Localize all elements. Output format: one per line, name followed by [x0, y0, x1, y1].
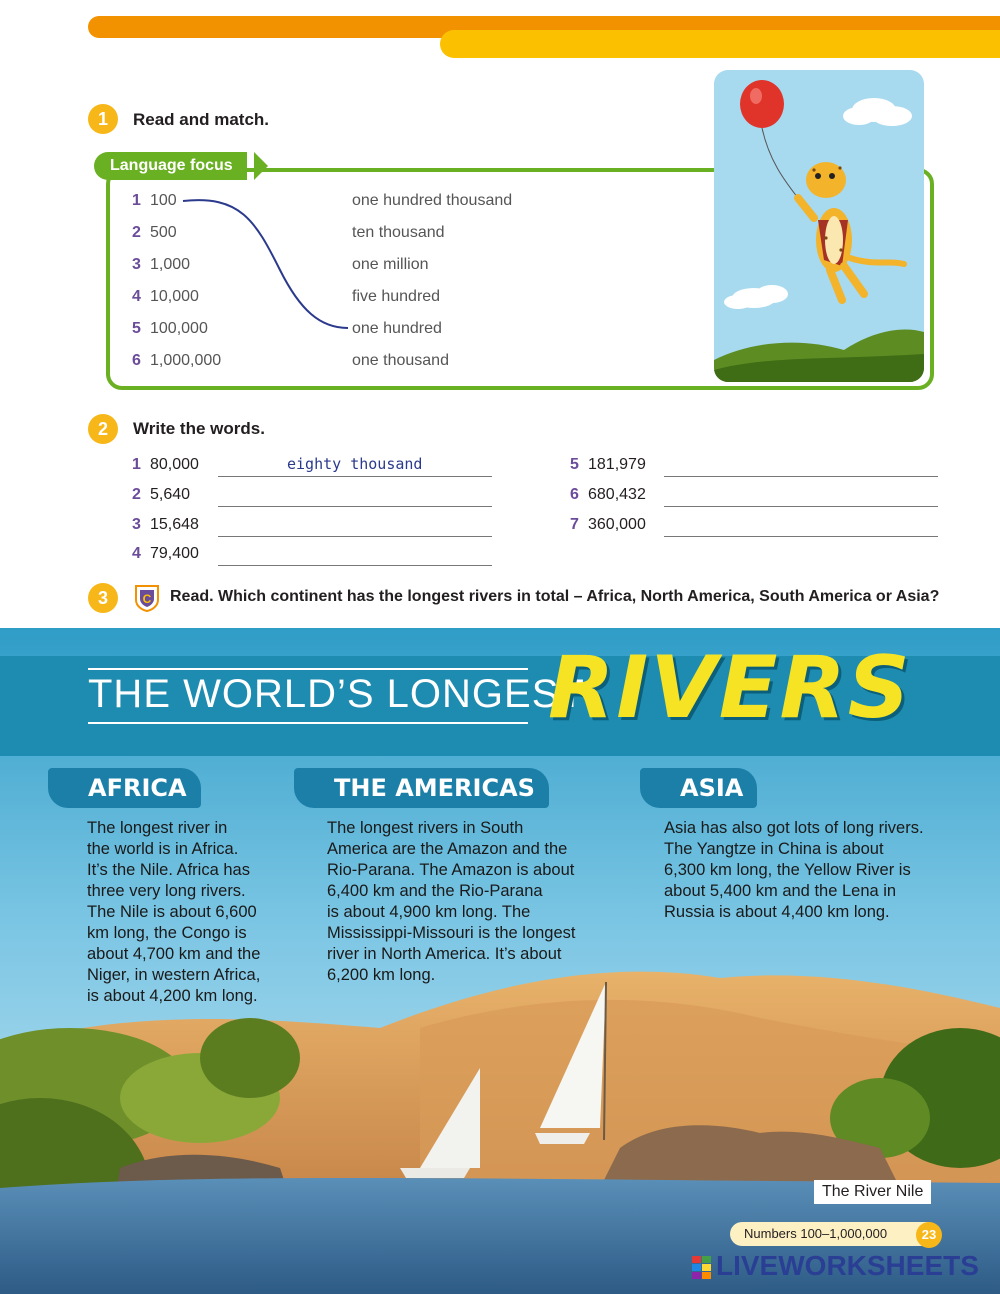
language-focus-tab: Language focus: [94, 152, 247, 180]
asia-line: Russia is about 4,400 km long.: [664, 903, 890, 921]
asia-text: [664, 818, 924, 923]
write-item-index: 5: [570, 456, 579, 473]
match-word-1[interactable]: one hundred thousand: [352, 192, 513, 209]
write-item-index: 2: [132, 486, 141, 503]
africa-line: Niger, in western Africa,: [87, 966, 261, 984]
match-number-index: 4: [132, 288, 141, 305]
match-word-3[interactable]: one million: [352, 256, 429, 273]
americas-line: Mississippi-Missouri is the longest: [327, 924, 576, 942]
africa-line: It’s the Nile. Africa has: [87, 861, 250, 879]
match-number-value: 500: [150, 224, 177, 241]
photo-caption: The River Nile: [814, 1180, 931, 1204]
exercise-3-instruction: Read. Which continent has the longest rivers in total – Africa, North America, South America or Asia?: [170, 588, 940, 605]
rivers-feature: [0, 628, 1000, 1294]
answer-line-4[interactable]: [218, 565, 492, 566]
answer-line-5[interactable]: [664, 476, 938, 477]
write-item-index: 4: [132, 545, 141, 562]
answer-line-3[interactable]: [218, 536, 492, 537]
svg-text:C: C: [142, 592, 152, 606]
feature-big-title: RIVERS: [548, 638, 912, 738]
americas-line: is about 4,900 km long. The: [327, 903, 531, 921]
match-number-index: 1: [132, 192, 141, 209]
americas-line: river in North America. It’s about: [327, 945, 562, 963]
write-item-value: 79,400: [150, 545, 199, 562]
match-number-value: 10,000: [150, 288, 199, 305]
write-item-7: [570, 516, 646, 534]
asia-line: about 5,400 km and the Lena in: [664, 882, 897, 900]
americas-line: The longest rivers in South: [327, 819, 524, 837]
write-item-3: [132, 516, 199, 534]
write-item-index: 3: [132, 516, 141, 533]
exercise-2-instruction: Write the words.: [133, 419, 265, 438]
asia-line: 6,300 km long, the Yellow River is: [664, 861, 911, 879]
write-item-index: 7: [570, 516, 579, 533]
match-word-2[interactable]: ten thousand: [352, 224, 445, 241]
write-item-value: 181,979: [588, 456, 646, 473]
exercise-1-badge: 1: [88, 104, 118, 134]
asia-line: Asia has also got lots of long rivers.: [664, 819, 924, 837]
africa-heading: AFRICA: [48, 768, 201, 808]
asia-heading: ASIA: [640, 768, 757, 808]
feature-title: THE WORLD’S LONGEST: [88, 672, 585, 716]
answer-line-6[interactable]: [664, 506, 938, 507]
africa-line: three very long rivers.: [87, 882, 246, 900]
match-number-value: 100,000: [150, 320, 208, 337]
title-rule-bottom: [88, 722, 528, 724]
write-item-index: 6: [570, 486, 579, 503]
africa-text: [87, 818, 260, 1007]
cheetah-balloon-picture: [714, 70, 924, 382]
write-item-4: [132, 545, 199, 563]
liveworksheets-watermark[interactable]: LIVEWORKSHEETS: [716, 1250, 979, 1281]
match-number-value: 1,000,000: [150, 352, 222, 369]
liveworksheets-logo-icon: [692, 1256, 712, 1280]
cheetah-balloon-illustration: [714, 70, 924, 382]
write-item-5: [570, 456, 646, 474]
write-item-6: [570, 486, 646, 504]
americas-heading: THE AMERICAS: [294, 768, 549, 808]
write-item-1: [132, 456, 199, 474]
africa-line: km long, the Congo is: [87, 924, 247, 942]
answer-line-2[interactable]: [218, 506, 492, 507]
write-item-value: 360,000: [588, 516, 646, 533]
exercise-1-instruction: Read and match.: [133, 110, 270, 129]
answer-line-1[interactable]: [218, 476, 492, 477]
answer-line-7[interactable]: [664, 536, 938, 537]
africa-line: is about 4,200 km long.: [87, 987, 258, 1005]
americas-line: America are the Amazon and the: [327, 840, 568, 858]
write-item-value: 80,000: [150, 456, 199, 473]
title-rule-top: [88, 668, 528, 670]
americas-text: [327, 818, 576, 986]
write-item-2: [132, 486, 190, 504]
match-word-4[interactable]: five hundred: [352, 288, 441, 305]
match-word-6[interactable]: one thousand: [352, 352, 449, 369]
africa-line: the world is in Africa.: [87, 840, 239, 858]
match-number-value: 1,000: [150, 256, 191, 273]
africa-line: The longest river in: [87, 819, 228, 837]
match-number-index: 3: [132, 256, 141, 273]
americas-line: 6,400 km and the Rio-Parana: [327, 882, 543, 900]
match-number-index: 5: [132, 320, 141, 337]
answer-text-1[interactable]: eighty thousand: [287, 455, 423, 473]
asia-line: The Yangtze in China is about: [664, 840, 884, 858]
write-item-index: 1: [132, 456, 141, 473]
write-item-value: 680,432: [588, 486, 646, 503]
americas-line: 6,200 km long.: [327, 966, 436, 984]
write-item-value: 5,640: [150, 486, 191, 503]
match-number-value: 100: [150, 192, 177, 209]
exercise-2-badge: 2: [88, 414, 118, 444]
match-number-index: 2: [132, 224, 141, 241]
write-item-value: 15,648: [150, 516, 199, 533]
americas-line: Rio-Parana. The Amazon is about: [327, 861, 575, 879]
page-number: 23: [916, 1222, 942, 1248]
critical-thinking-shield-icon: [134, 584, 160, 612]
match-word-5[interactable]: one hundred: [352, 320, 442, 337]
africa-line: about 4,700 km and the: [87, 945, 261, 963]
africa-line: The Nile is about 6,600: [87, 903, 257, 921]
footer-topic: Numbers 100–1,000,000: [730, 1222, 940, 1246]
match-number-index: 6: [132, 352, 141, 369]
exercise-3-badge: 3: [88, 583, 118, 613]
